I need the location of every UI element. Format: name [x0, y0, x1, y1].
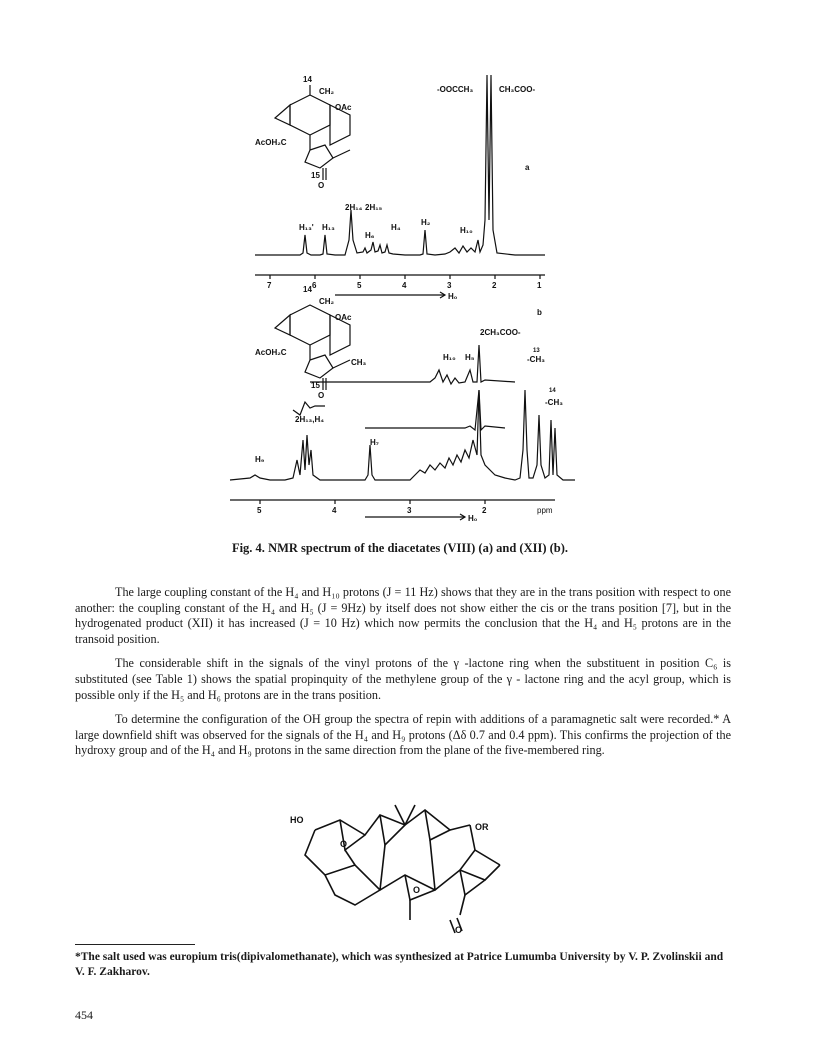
spectrum-a-ticks — [270, 275, 540, 279]
label-num15-a: 15 — [311, 171, 320, 180]
sup-13: 13 — [533, 348, 540, 354]
peak-label-2h13-h4: 2H₁₃,H₄ — [295, 415, 325, 424]
peak-label-h13: H₁₃ — [322, 223, 335, 232]
label-oac-b: OAc — [335, 313, 352, 322]
nmr-figure — [215, 70, 585, 530]
caption-number: Fig. 4. — [231, 541, 265, 555]
peak-label-h7: H₇ — [370, 438, 379, 447]
tick-a-7: 7 — [267, 281, 272, 290]
spectrum-b-inset-2 — [365, 390, 505, 430]
mol-label-o-1: O — [340, 839, 348, 849]
peak-label-h10-b: H₁₀ — [443, 353, 456, 362]
peak-label-h6: H₆ — [365, 231, 375, 240]
peak-label-2h14: 2H₁₄ — [345, 203, 363, 212]
range-label-b: H₀ — [468, 514, 478, 523]
peak-label-ch3-13: -CH₃ — [527, 355, 545, 364]
label-ch2-a: CH₂ — [319, 87, 335, 96]
tick-b-4: 4 — [332, 506, 337, 515]
paragraph-2: The considerable shift in the signals of the vinyl protons of the γ -lactone ring when the substituent in position C₆ is substituted (see Table 1) shows the spatial propinquity of the methylene group of the γ - lactone ring and the acyl group, which is possible only if the H₅ and H₆ protons are in the trans position. — [75, 656, 731, 702]
peak-label-h10: H₁₀ — [460, 226, 473, 235]
peak-label-h5-b: H₅ — [465, 353, 475, 362]
tick-b-3: 3 — [407, 506, 412, 515]
mol-label-o-2: O — [413, 885, 421, 895]
tick-b-5: 5 — [257, 506, 262, 515]
tick-b-2: 2 — [482, 506, 487, 515]
page-number: 454 — [75, 1008, 93, 1022]
label-acoh2c-a: AcOH₂C — [255, 138, 287, 147]
body-text — [75, 585, 731, 768]
peak-label-h2: H₂ — [421, 218, 431, 227]
label-num15-b: 15 — [311, 381, 320, 390]
peak-label-2h15: 2H₁₅ — [365, 203, 383, 212]
peak-label-ch3-14: -CH₃ — [545, 398, 563, 407]
peak-label-2ch3coo: 2CH₃COO- — [480, 328, 521, 337]
tick-a-3: 3 — [447, 281, 452, 290]
label-ch2-b: CH₂ — [319, 297, 335, 306]
tick-a-2: 2 — [492, 281, 497, 290]
peak-label-ch3coo: CH₃COO- — [499, 85, 536, 94]
figure-caption — [200, 540, 600, 556]
peak-label-h13p: H₁₃' — [299, 223, 314, 232]
label-num14-b: 14 — [303, 285, 312, 294]
spectrum-b-inset-3 — [293, 402, 325, 415]
spectrum-b-label: b — [537, 308, 542, 317]
label-o-a: O — [318, 181, 325, 190]
mol-label-ho: HO — [290, 815, 304, 825]
mol-label-o-3: O — [455, 925, 463, 935]
range-label-a: H₀ — [448, 292, 458, 301]
mol-label-or: OR — [475, 822, 489, 832]
spectrum-a-label: a — [525, 163, 530, 172]
spectrum-b-trace — [230, 390, 575, 480]
tick-a-4: 4 — [402, 281, 407, 290]
tick-a-5: 5 — [357, 281, 362, 290]
label-ch3-b: CH₃ — [351, 358, 367, 367]
caption-text: NMR spectrum of the diacetates (VIII) (a) and (XII) (b). — [268, 541, 569, 555]
footnote: *The salt used was europium tris(dipivalomethanate), which was synthesized at Patrice Lumumba University by V. P. Zvolinskii and V. F. Zakharov. — [75, 951, 724, 978]
unit-ppm: ppm — [537, 506, 553, 515]
label-oac-a: OAc — [335, 103, 352, 112]
molecule-drawing — [285, 795, 525, 935]
paragraph-3: To determine the configuration of the OH group the spectra of repin with additions of a paramagnetic salt were recorded.* A large downfield shift was observed for the signals of the H₄ and H₉ protons (Δδ 0.7 and 0.4 ppm). This confirms the projection of the hydroxy group and of the H₄ and H₉ protons in the same direction from the plane of the five-membered ring. — [75, 712, 731, 758]
label-acoh2c-b: AcOH₂C — [255, 348, 287, 357]
sup-14: 14 — [549, 388, 556, 394]
tick-a-1: 1 — [537, 281, 542, 290]
paragraph-1: The large coupling constant of the H₄ and H₁₀ protons (J = 11 Hz) shows that they are in the trans position with respect to one another: the coupling constant of the H₄ and H₅ (J = 9Hz) by itself does not show either the cis or the trans position [7], but in the hydrogenated product (XII) it has increased (J = 10 Hz) which now permits the conclusion that the H₄ and H₅ protons are in the transoid position. — [75, 585, 731, 646]
peak-label-h9: H₉ — [255, 455, 265, 464]
structure-a — [275, 85, 350, 180]
peak-label-ooc: -OOCCH₃ — [437, 85, 474, 94]
label-num14-a: 14 — [303, 75, 312, 84]
label-o-b: O — [318, 391, 325, 400]
tick-a-6: 6 — [312, 281, 317, 290]
peak-label-h4: H₄ — [391, 223, 401, 232]
footnote-divider — [75, 944, 195, 945]
